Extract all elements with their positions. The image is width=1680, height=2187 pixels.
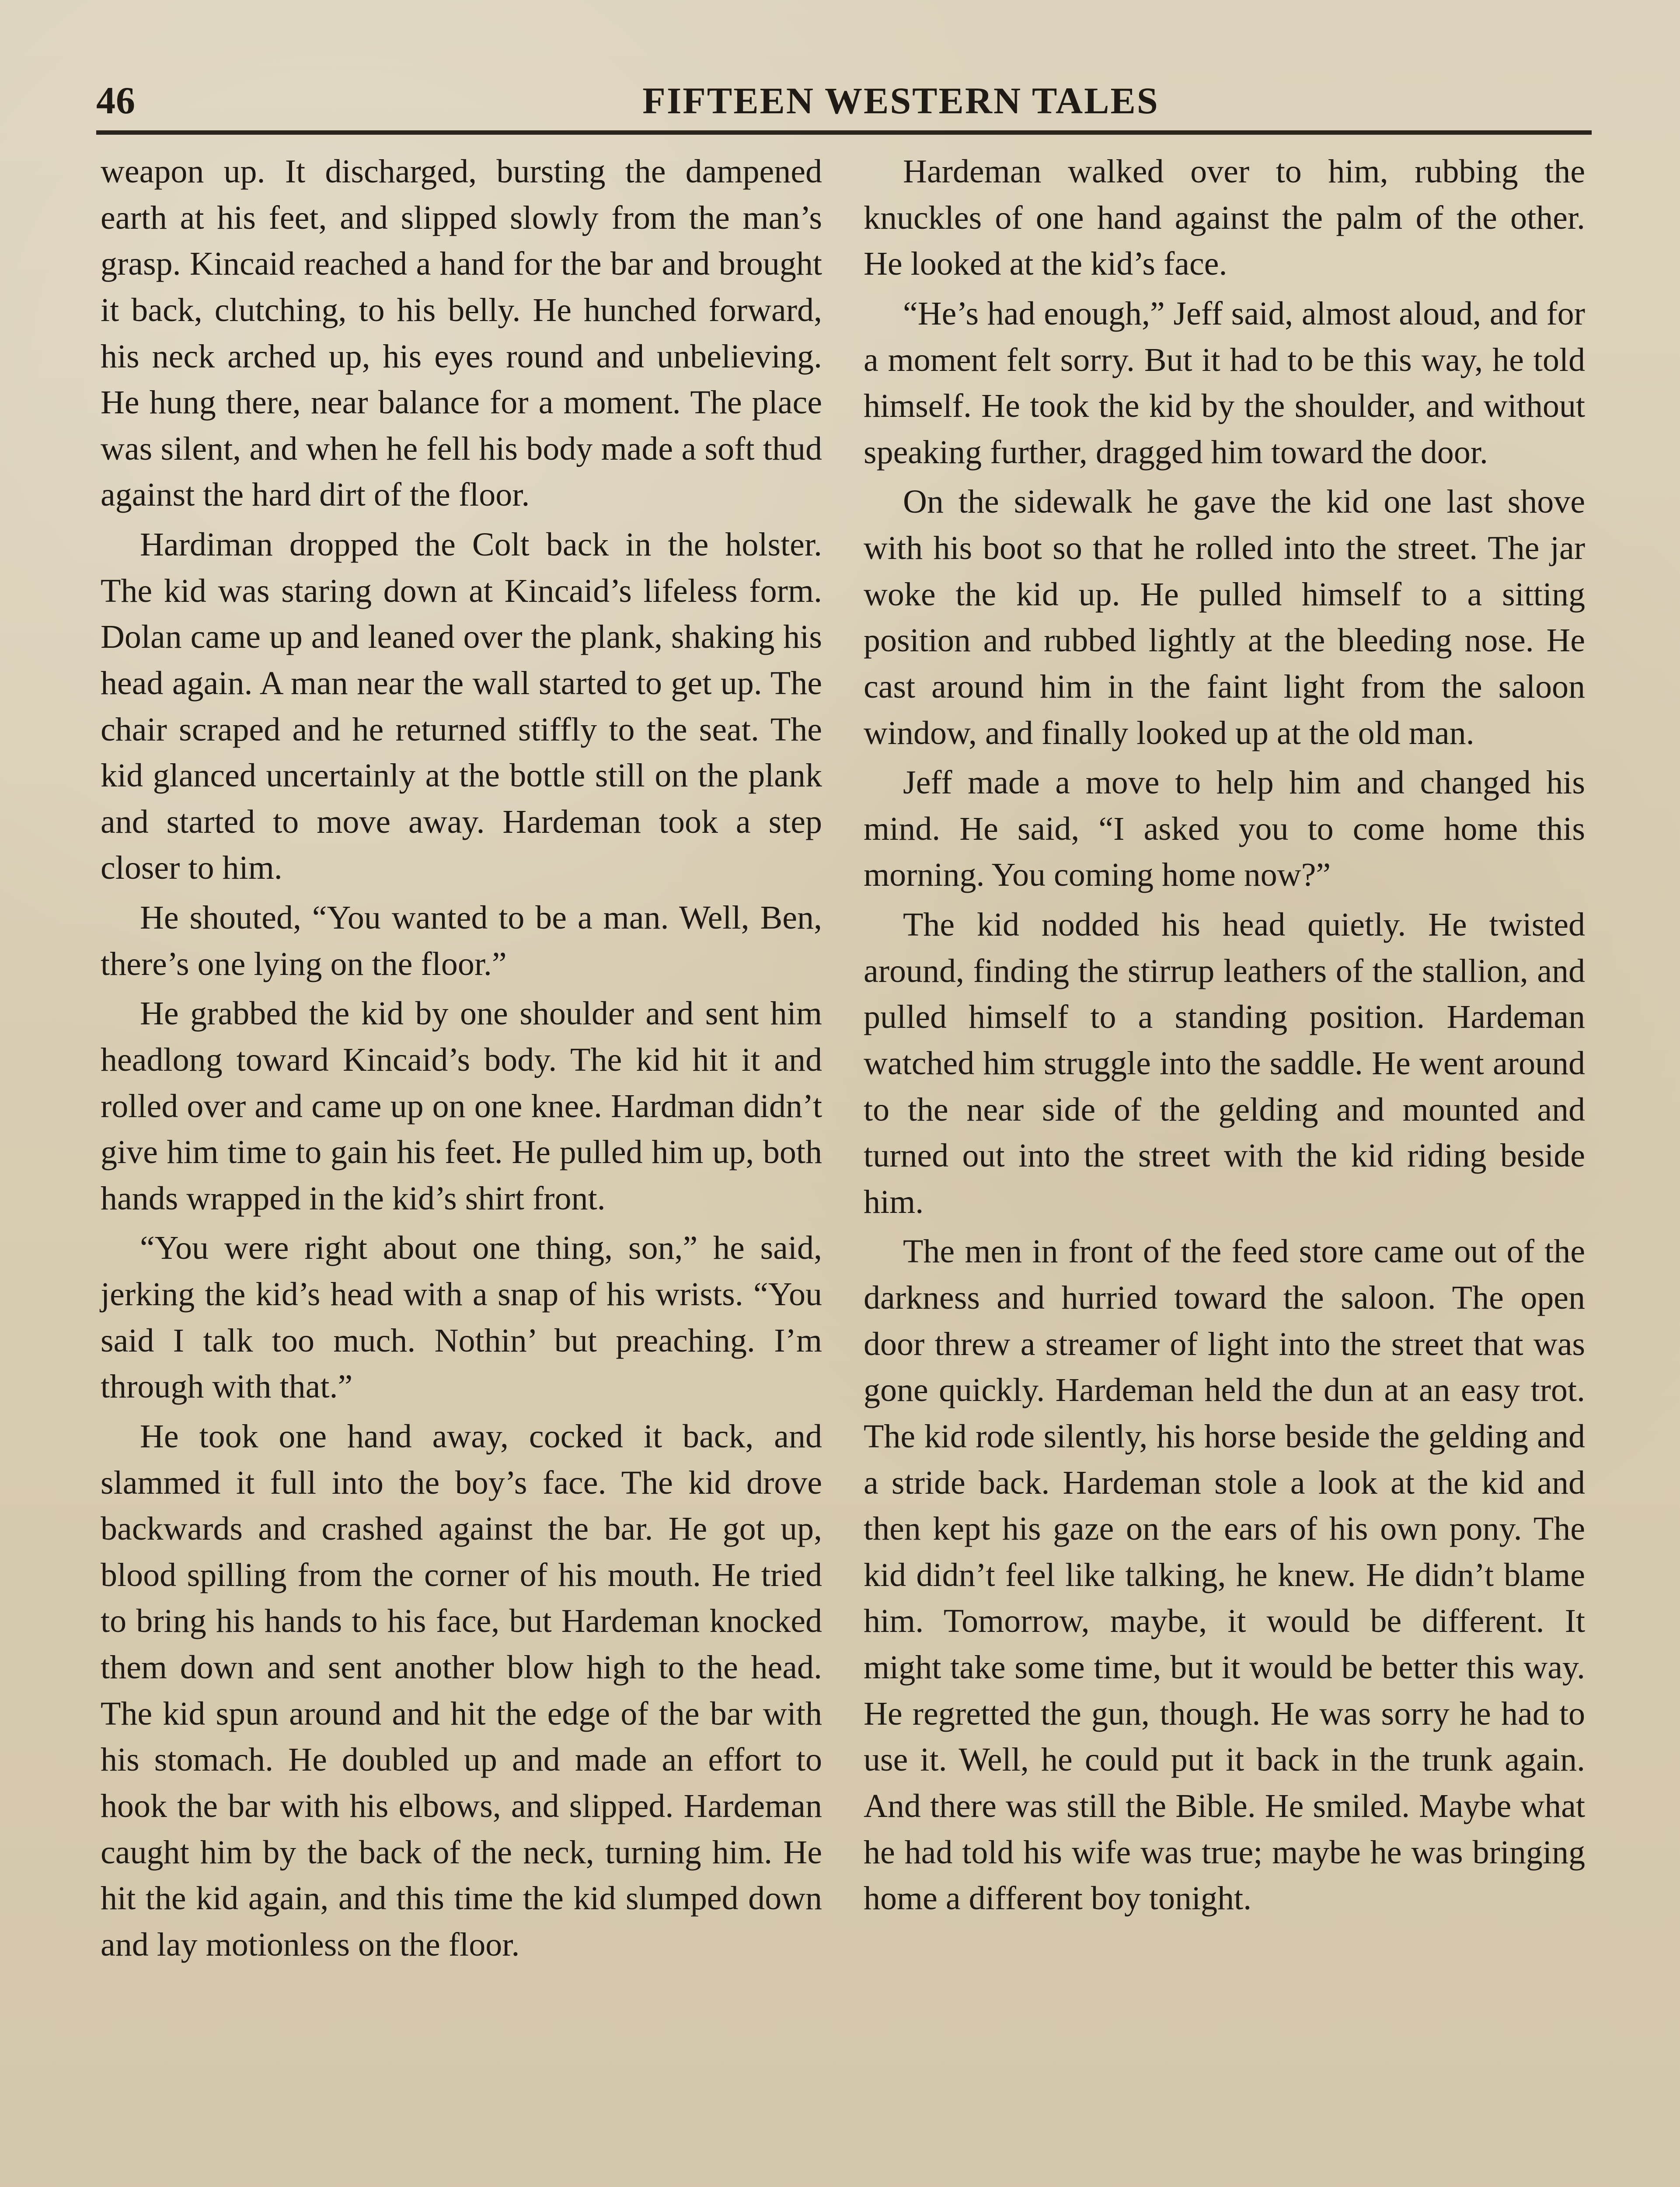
left-paragraph: He took one hand away, cocked it back, and slammed it full into the boy’s face. The kid drove backwards and crashed against the bar. He got up, blood spilling from the corner of his mouth. He tried to bring his hands to his face, but Hardeman knocked them down and sent another blow high to the head. The kid spun around and hit the edge of the bar with his stomach. He doubled up and made an effort to hook the bar with his elbows, and slipped. Hardeman caught him by the back of the neck, turning him. He hit the kid again, and this time the kid slumped down and lay motionless on the floor. [101, 1418, 822, 1963]
right-paragraph: On the sidewalk he gave the kid one last shove with his boot so that he rolled into the street. The jar woke the kid up. He pulled himself to a sitting position and rubbed lightly at the bleeding nose. He cast around him in the faint light from the saloon window, and finally looked up at the old man. [864, 483, 1585, 751]
right-paragraph: Jeff made a move to help him and changed his mind. He said, “I asked you to come home this morning. You coming home now?” [864, 764, 1585, 894]
right-paragraph: The men in front of the feed store came out of the darkness and hurried toward the saloon. The open door threw a streamer of light into the street that was gone quickly. Hardeman held the dun at an easy trot. The kid rode silently, his horse beside the gelding and a stride back. Hardeman stole a look at the kid and then kept his gaze on the ears of his own pony. The kid didn’t feel like talking, he knew. He didn’t blame him. Tomorrow, maybe, it would be different. It might take some time, but it would be better this way. He regretted the gun, though. He was sorry he had to use it. Well, he could put it back in the trunk again. And there was still the Bible. He smiled. Maybe what he had told his wife was true; maybe he was bringing home a different boy tonight. [864, 1233, 1585, 1917]
page-header [96, 79, 1592, 140]
left-column [101, 149, 822, 1971]
right-column [864, 149, 1585, 1925]
magazine-title: FIFTEEN WESTERN TALES [642, 80, 1159, 122]
page-number: 46 [96, 80, 136, 122]
left-paragraph: He shouted, “You wanted to be a man. Well, Ben, there’s one lying on the floor.” [101, 899, 822, 982]
right-paragraph: The kid nodded his head quietly. He twisted around, finding the stirrup leathers of the stallion, and pulled himself to a standing position. Hardeman watched him struggle into the saddle. He went around to the near side of the gelding and mounted and turned out into the street with the kid riding beside him. [864, 906, 1585, 1220]
header-rule [96, 130, 1592, 135]
right-paragraph: “He’s had enough,” Jeff said, almost aloud, and for a moment felt sorry. But it had to be this way, he told himself. He took the kid by the shoulder, and without speaking further, dragged him toward the door. [864, 295, 1585, 471]
left-paragraph: “You were right about one thing, son,” he said, jerking the kid’s head with a snap of his wrists. “You said I talk too much. Nothin’ but preaching. I’m through with that.” [101, 1230, 822, 1405]
left-paragraph: He grabbed the kid by one shoulder and sent him headlong toward Kincaid’s body. The kid hit it and rolled over and came up on one knee. Hardman didn’t give him time to gain his feet. He pulled him up, both hands wrapped in the kid’s shirt front. [101, 995, 822, 1217]
left-paragraph: weapon up. It discharged, bursting the dampened earth at his feet, and slipped slowly from the man’s grasp. Kincaid reached a hand for the bar and brought it back, clutching, to his belly. He hunched forward, his neck arched up, his eyes round and unbelieving. He hung there, near balance for a moment. The place was silent, and when he fell his body made a soft thud against the hard dirt of the floor. [101, 153, 822, 514]
right-paragraph: Hardeman walked over to him, rubbing the knuckles of one hand against the palm of the other. He looked at the kid’s face. [864, 153, 1585, 283]
left-paragraph: Hardiman dropped the Colt back in the holster. The kid was staring down at Kincaid’s lifeless form. Dolan came up and leaned over the plank, shaking his head again. A man near the wall started to get up. The chair scraped and he returned stiffly to the seat. The kid glanced uncertainly at the bottle still on the plank and started to move away. Hardeman took a step closer to him. [101, 526, 822, 887]
